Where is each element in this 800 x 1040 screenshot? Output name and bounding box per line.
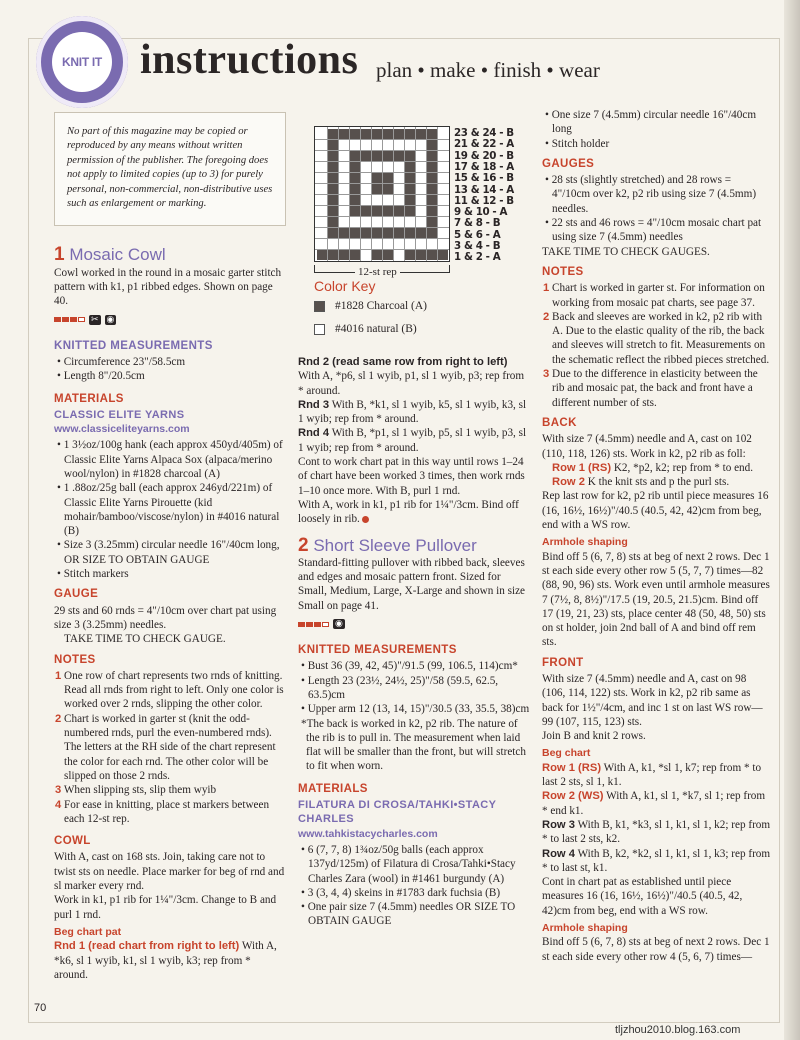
chart-cell (350, 162, 360, 172)
chart-cell (361, 140, 371, 150)
note-item: 4 For ease in knitting, place st markers between each 12-st rep. (55, 798, 270, 825)
material-item: • Stitch markers (57, 568, 129, 581)
yarn-brand: CLASSIC ELITE YARNS (54, 408, 185, 421)
back-row-2: Row 2 K the knit sts and p the purl sts. (552, 476, 730, 489)
project-2-intro: Standard-fitting pullover with ribbed back, sleeves and edges and mosaic pattern front. Sized for Small, Medium, Large, X-Large and shown in size Small on page 41. (298, 556, 526, 612)
project-number: 2 (298, 534, 309, 556)
chart-gridline (404, 127, 405, 261)
materials-heading: MATERIALS (54, 392, 124, 405)
chart-cell (427, 217, 437, 227)
chart-cell (394, 184, 404, 194)
chart-cell (416, 184, 426, 194)
page-number: 70 (34, 1002, 47, 1014)
front-armhole: Bind off 5 (6, 7, 8) sts at beg of next 2 rows. Dec 1 st each side every other row 4 (5, 6, 7) times— (542, 936, 770, 963)
measurement-item: • Length 8"/20.5cm (57, 370, 145, 383)
rnd-3: Rnd 3 With B, *k1, sl 1 wyib, k5, sl 1 wyib, k3, sl 1 wyib; rep from * around. (298, 398, 527, 426)
chart-cell (339, 162, 349, 172)
chart-cell (383, 184, 393, 194)
chart-cell (383, 129, 393, 139)
chart-cell (405, 195, 415, 205)
chart-cell (427, 250, 437, 260)
rnd-1: Rnd 1 (read chart from right to left) With A, *k6, sl 1 wyib, k1, sl 1 wyib, k3; rep from * around. (54, 940, 277, 981)
chart-cell (438, 184, 448, 194)
chart-cell (416, 140, 426, 150)
chart-row-label: 7 & 8 - B (454, 217, 501, 230)
chart-cell (328, 184, 338, 194)
chart-cell (317, 239, 327, 249)
color-key-item (314, 300, 427, 312)
chart-cell (427, 162, 437, 172)
front-row: Row 3 With B, k1, *k3, sl 1, k1, sl 1, k2; rep from * to last 2 sts, k2. (542, 818, 771, 846)
chart-cell (328, 129, 338, 139)
yarn-icon: ◉ (106, 314, 115, 325)
measurements-heading: KNITTED MEASUREMENTS (298, 644, 457, 657)
color-key-label: #4016 natural (B) (335, 323, 417, 335)
chart-cell (405, 140, 415, 150)
chart-cell (438, 129, 448, 139)
chart-cell (361, 239, 371, 249)
chart-cell (350, 184, 360, 194)
mosaic-chart (314, 126, 450, 262)
measurement-item: • Bust 36 (39, 42, 45)"/91.5 (99, 106.5, 114)cm* (301, 660, 518, 673)
gauge-check: TAKE TIME TO CHECK GAUGE. (64, 633, 226, 646)
chart-cell (383, 195, 393, 205)
chart-row-label: 13 & 14 - A (454, 183, 514, 196)
badge-label: KNIT IT (62, 55, 102, 69)
gauge-check: TAKE TIME TO CHECK GAUGES. (542, 245, 710, 258)
chart-cell (328, 239, 338, 249)
scan-edge (784, 0, 800, 1040)
chart-cell (350, 239, 360, 249)
chart-cell (350, 140, 360, 150)
chart-cell (394, 173, 404, 183)
page-title: instructions (140, 37, 359, 83)
chart-cell (394, 217, 404, 227)
chart-cell (394, 195, 404, 205)
chart-cell (383, 250, 393, 260)
chart-cell (361, 184, 371, 194)
chart-cell (328, 206, 338, 216)
front-join: Join B and knit 2 rows. (542, 730, 646, 743)
gauge-heading: GAUGE (54, 588, 99, 601)
measurement-note: *The back is worked in k2, p2 rib. The nature of the rib is to pull in. The measurement when laid flat will be smaller than the front, but will stretch to fit when worn. (301, 717, 526, 773)
chart-gridline (437, 127, 438, 261)
back-armhole: Bind off 5 (6, 7, 8) sts at beg of next 2 rows. Dec 1 st each side every other row 5 (5, 7, 7) times—82 (88, 90, 96) sts. Work even until armhole measures 7 (7½, 8, 8½)"/17.5 (19, 20.5, 21.5)cm. Bind off 17 (19, 21, 23) sts, place center 48 (50, 48, 50) sts on st holder, join 2nd ball of A and bind off rem sts. (542, 550, 770, 649)
chart-cell (394, 228, 404, 238)
chart-cell (438, 250, 448, 260)
column-3 (542, 108, 772, 964)
copyright-disclaimer: No part of this magazine may be copied or reproduced by any means without written permission of the publisher. The foregoing does not apply to limited copies (up to 3) for purely personal, non-commercial, non-distributive uses such as enlargement or marking. (54, 112, 286, 226)
chart-cell (361, 129, 371, 139)
chart-cell (438, 206, 448, 216)
cont-text: Cont to work chart pat in this way until rows 1–24 of chart have been worked 3 times, then work rnds 1–10 once more. With B, purl 1 rnd. (298, 456, 525, 497)
needles-icon: ✂ (91, 314, 99, 325)
page-subtitle: plan • make • finish • wear (376, 58, 600, 82)
chart-cell (416, 206, 426, 216)
chart-cell (405, 151, 415, 161)
chart-cell (317, 195, 327, 205)
chart-cell (350, 250, 360, 260)
difficulty-rating (54, 315, 286, 325)
material-item: • One pair size 7 (4.5mm) needles OR SIZE TO OBTAIN GAUGE (301, 901, 516, 928)
note-item: 1 Chart is worked in garter st. For information on working from mosaic pat charts, see page 37. (543, 282, 765, 309)
chart-cell (328, 250, 338, 260)
watermark: tljzhou2010.blog.163.com (615, 1024, 741, 1036)
chart-cell (350, 206, 360, 216)
chart-cell (328, 195, 338, 205)
chart-cell (328, 228, 338, 238)
gauges-heading: GAUGES (542, 157, 595, 170)
chart-cell (383, 151, 393, 161)
chart-gridline (315, 205, 449, 206)
chart-cell (339, 173, 349, 183)
chart-cell (361, 162, 371, 172)
chart-cell (394, 129, 404, 139)
project-1-intro: Cowl worked in the round in a mosaic garter stitch pattern with k1, p1 ribbed edges. Shown on page 40. (54, 266, 282, 308)
chart-cell (317, 151, 327, 161)
chart-cell (361, 195, 371, 205)
chart-cell (339, 239, 349, 249)
chart-cell (361, 173, 371, 183)
back-instructions: Rep last row for k2, p2 rib until piece measures 16 (16, 16½, 16½)"/40.5 (40.5, 42, 42)cm from beg, end with a WS row. (542, 490, 769, 532)
chart-cell (416, 162, 426, 172)
knit-it-badge (36, 16, 128, 108)
rep-label: 12-st rep (355, 266, 400, 278)
project-name: Mosaic Cowl (69, 245, 166, 265)
chart-cell (361, 206, 371, 216)
materials-heading: MATERIALS (298, 782, 368, 795)
brand-url[interactable]: www.classiceliteyarns.com (54, 423, 190, 436)
chart-cell (394, 162, 404, 172)
chart-cell (383, 173, 393, 183)
chart-cell (372, 151, 382, 161)
chart-cell (339, 129, 349, 139)
chart-cell (328, 151, 338, 161)
front-instructions: With size 7 (4.5mm) needle and A, cast on 98 (106, 114, 122) sts. Work in k2, p2 rib same as back for 1½"/4cm, and inc 1 st on last WS row—99 (107, 115, 123) sts. (542, 672, 763, 728)
chart-cell (405, 129, 415, 139)
cowl-instructions: With A, cast on 168 sts. Join, taking care not to twist sts on needle. Place marker for beg of rnd and sl marker every rnd. (54, 851, 285, 893)
chart-cell (372, 217, 382, 227)
color-key-item (314, 323, 417, 335)
chart-cell (361, 250, 371, 260)
note-item: 2 Back and sleeves are worked in k2, p2 rib with A. Due to the elastic quality of the rib, the back and sleeves will stretch to fit. Measurements on the schematic reflect the ribbed pieces stretched. (543, 310, 770, 366)
note-item: 3 When slipping sts, slip them wyib (55, 784, 217, 797)
chart-cell (427, 151, 437, 161)
chart-cell (372, 140, 382, 150)
chart-cell (350, 173, 360, 183)
chart-cell (372, 173, 382, 183)
chart-row-label: 19 & 20 - B (454, 149, 514, 162)
chart-cell (427, 195, 437, 205)
chart-cell (361, 228, 371, 238)
yarn-icon: ◉ (335, 619, 343, 630)
chart-cell (416, 217, 426, 227)
chart-cell (339, 195, 349, 205)
back-heading: BACK (542, 416, 577, 429)
chart-cell (339, 206, 349, 216)
chart-row-label: 21 & 22 - A (454, 138, 514, 151)
chart-row-label: 1 & 2 - A (454, 251, 501, 264)
chart-cell (339, 151, 349, 161)
brand-url[interactable]: www.tahkistacycharles.com (298, 827, 438, 840)
chart-cell (405, 239, 415, 249)
column-1 (54, 112, 286, 982)
chart-cell (438, 173, 448, 183)
project-name: Short Sleeve Pullover (313, 535, 477, 555)
chart-cell (438, 217, 448, 227)
gauge-item: • 28 sts (slightly stretched) and 28 rows = 4"/10cm over k2, p2 rib using size 7 (4.5mm) needles. (545, 174, 757, 215)
yarn-brand: FILATURA DI CROSA/TAHKI•STACY CHARLES (298, 799, 497, 826)
chart-cell (372, 184, 382, 194)
rnd-4: Rnd 4 With B, *p1, sl 1 wyib, p5, sl 1 wyib, p3, sl 1 wyib; rep from * around. (298, 427, 527, 454)
chart-cell (372, 250, 382, 260)
chart-cell (350, 129, 360, 139)
chart-cell (405, 184, 415, 194)
chart-gridline (315, 194, 449, 195)
chart-row-label: 5 & 6 - A (454, 228, 501, 241)
measurement-item: • Length 23 (23½, 24½, 25)"/58 (59.5, 62.5, 63.5)cm (301, 674, 499, 701)
material-item: • 1 3½oz/100g hank (each approx 450yd/405m) of Classic Elite Yarns Alpaca Sox (alpaca/merino wool/nylon) in #1828 charcoal (A) (57, 439, 283, 480)
chart-cell (394, 239, 404, 249)
chart-cell (438, 162, 448, 172)
note-item: 2 Chart is worked in garter st (knit the odd-numbered rnds, purl the even-numbered rnds). The letters at the RH side of the chart represent the color for each rnd. The other color will be slipped on those 2 rnds. (55, 712, 276, 782)
chart-cell (383, 162, 393, 172)
difficulty-rating (298, 619, 530, 629)
chart-cell (317, 173, 327, 183)
chart-cell (405, 250, 415, 260)
chart-cell (438, 151, 448, 161)
armhole-heading: Armhole shaping (542, 922, 628, 935)
chart-cell (339, 228, 349, 238)
chart-cell (350, 228, 360, 238)
chart-cell (427, 184, 437, 194)
chart-cell (372, 239, 382, 249)
chart-cell (405, 228, 415, 238)
armhole-heading: Armhole shaping (542, 536, 628, 549)
chart-cell (383, 228, 393, 238)
chart-cell (416, 173, 426, 183)
rnd-2: Rnd 2 (read same row from right to left) With A, *p6, sl 1 wyib, p1, sl 1 wyib, p3; rep from * around. (298, 356, 525, 397)
front-row: Row 2 (WS) With A, k1, sl 1, *k7, sl 1; rep from * end k1. (542, 790, 766, 817)
chart-row-label: 9 & 10 - A (454, 206, 508, 219)
chart-cell (361, 151, 371, 161)
notes-heading: NOTES (54, 653, 96, 666)
chart-cell (328, 217, 338, 227)
chart-cell (317, 206, 327, 216)
chart-cell (416, 228, 426, 238)
chart-cell (383, 239, 393, 249)
chart-cell (394, 250, 404, 260)
chart-row-label: 17 & 18 - A (454, 160, 514, 173)
color-key-title: Color Key (314, 278, 376, 294)
chart-cell (405, 173, 415, 183)
finish-text: With A, work in k1, p1 rib for 1¼"/3cm. Bind off loosely in rib. (298, 498, 519, 526)
chart-cell (416, 195, 426, 205)
chart-cell (328, 140, 338, 150)
chart-row-label: 23 & 24 - B (454, 127, 514, 139)
chart-cell (438, 195, 448, 205)
chart-cell (405, 206, 415, 216)
material-item: • One size 7 (4.5mm) circular needle 16"/40cm long (545, 109, 757, 136)
chart-cell (416, 151, 426, 161)
beg-chart-heading: Beg chart pat (54, 925, 122, 938)
chart-gridline (315, 238, 449, 239)
back-row-1: Row 1 (RS) K2, *p2, k2; rep from * to end. (552, 461, 754, 474)
chart-cell (372, 162, 382, 172)
chart-row-label: 3 & 4 - B (454, 240, 501, 252)
measurement-item: • Circumference 23"/58.5cm (57, 355, 186, 368)
chart-cell (372, 195, 382, 205)
charcoal-swatch (314, 301, 325, 312)
cowl-heading: COWL (54, 835, 91, 848)
material-item: • Size 3 (3.25mm) circular needle 16"/40cm long, OR SIZE TO OBTAIN GAUGE (57, 539, 280, 566)
chart-cell (328, 162, 338, 172)
color-key-label: #1828 Charcoal (A) (335, 300, 427, 312)
front-row: Row 1 (RS) With A, k1, *sl 1, k7; rep from * to last 2 sts, sl 1, k1. (542, 761, 762, 789)
chart-cell (438, 228, 448, 238)
project-2-title (298, 534, 530, 556)
chart-cell (394, 140, 404, 150)
chart-gridline (393, 127, 394, 261)
gauge-text: 29 sts and 60 rnds = 4"/10cm over chart pat using size 3 (3.25mm) needles. (54, 604, 277, 631)
chart-gridline (315, 249, 449, 250)
natural-swatch (314, 324, 325, 335)
chart-gridline (315, 216, 449, 217)
chart-cell (427, 140, 437, 150)
project-number: 1 (54, 244, 65, 266)
chart-cell (339, 250, 349, 260)
chart-cell (405, 162, 415, 172)
chart-row-label: 15 & 16 - B (454, 172, 514, 185)
chart-cell (372, 129, 382, 139)
chart-cell (317, 250, 327, 260)
chart-cell (328, 173, 338, 183)
chart-cell (438, 140, 448, 150)
chart-cell (350, 151, 360, 161)
chart-cell (383, 206, 393, 216)
chart-cell (416, 239, 426, 249)
front-row: Row 4 With B, k2, *k2, sl 1, k1, sl 1, k3; rep from * to last st, k1. (542, 847, 771, 874)
chart-cell (427, 173, 437, 183)
chart-cell (317, 129, 327, 139)
measurements-heading: KNITTED MEASUREMENTS (54, 339, 213, 352)
material-item: • 1 .88oz/25g ball (each approx 246yd/221m) of Classic Elite Yarns Pirouette (kid mohair/bamboo/viscose/nylon) in #4016 natural (B) (57, 482, 280, 538)
cowl-instructions: Work in k1, p1 rib for 1¼"/3cm. Change to B and purl 1 rnd. (54, 894, 277, 921)
chart-cell (317, 217, 327, 227)
chart-cell (416, 250, 426, 260)
material-item: • 3 (3, 4, 4) skeins in #1783 dark fuchsia (B) (301, 886, 501, 899)
chart-cell (350, 195, 360, 205)
material-item: • 6 (7, 7, 8) 1¾oz/50g balls (each approx 137yd/125m) of Filatura di Crosa/Tahki•Stacy Charles Zara (wool) in #1461 burgundy (A) (301, 843, 516, 885)
chart-cell (416, 129, 426, 139)
chart-cell (427, 239, 437, 249)
chart-cell (427, 228, 437, 238)
front-cont: Cont in chart pat as established until piece measures 16 (16, 16½, 16½)"/40.5 (40.5, 42, 42)cm from beg, end with a WS row. (542, 876, 743, 917)
chart-gridline (315, 227, 449, 228)
chart-cell (339, 217, 349, 227)
material-item: • Stitch holder (545, 137, 610, 150)
chart-cell (317, 140, 327, 150)
chart-gridline (415, 127, 416, 261)
column-2 (298, 355, 530, 929)
measurement-item: • Upper arm 12 (13, 14, 15)"/30.5 (33, 35.5, 38)cm (301, 703, 530, 716)
beg-chart-heading: Beg chart (542, 747, 591, 760)
chart-cell (317, 184, 327, 194)
chart-cell (372, 206, 382, 216)
chart-cell (427, 129, 437, 139)
back-instructions: With size 7 (4.5mm) needle and A, cast on 102 (110, 118, 126) sts. Work in k2, p2 rib as foll: (542, 433, 752, 460)
chart-cell (427, 206, 437, 216)
gauge-item: • 22 sts and 46 rows = 4"/10cm mosaic chart pat using size 7 (4.5mm) needles (545, 217, 762, 244)
chart-cell (317, 162, 327, 172)
chart-cell (339, 184, 349, 194)
note-item: 3 Due to the difference in elasticity between the rib and mosaic pat, the back and front have a different number of sts. (543, 368, 758, 409)
chart-cell (438, 239, 448, 249)
notes-heading: NOTES (542, 265, 584, 278)
chart-cell (394, 151, 404, 161)
front-heading: FRONT (542, 656, 584, 669)
project-1-title (54, 244, 286, 266)
chart-cell (361, 217, 371, 227)
chart-cell (317, 228, 327, 238)
chart-cell (383, 217, 393, 227)
chart-cell (394, 206, 404, 216)
chart-cell (372, 228, 382, 238)
chart-cell (405, 217, 415, 227)
note-item: 1 One row of chart represents two rnds of knitting. Read all rnds from right to left. Only one color is worked over 2 rnds, slipping the other color. (55, 669, 284, 711)
chart-cell (383, 140, 393, 150)
chart-row-label: 11 & 12 - B (454, 194, 514, 207)
chart-cell (350, 217, 360, 227)
end-mark-icon (362, 516, 369, 523)
chart-cell (339, 140, 349, 150)
chart-gridline (426, 127, 427, 261)
